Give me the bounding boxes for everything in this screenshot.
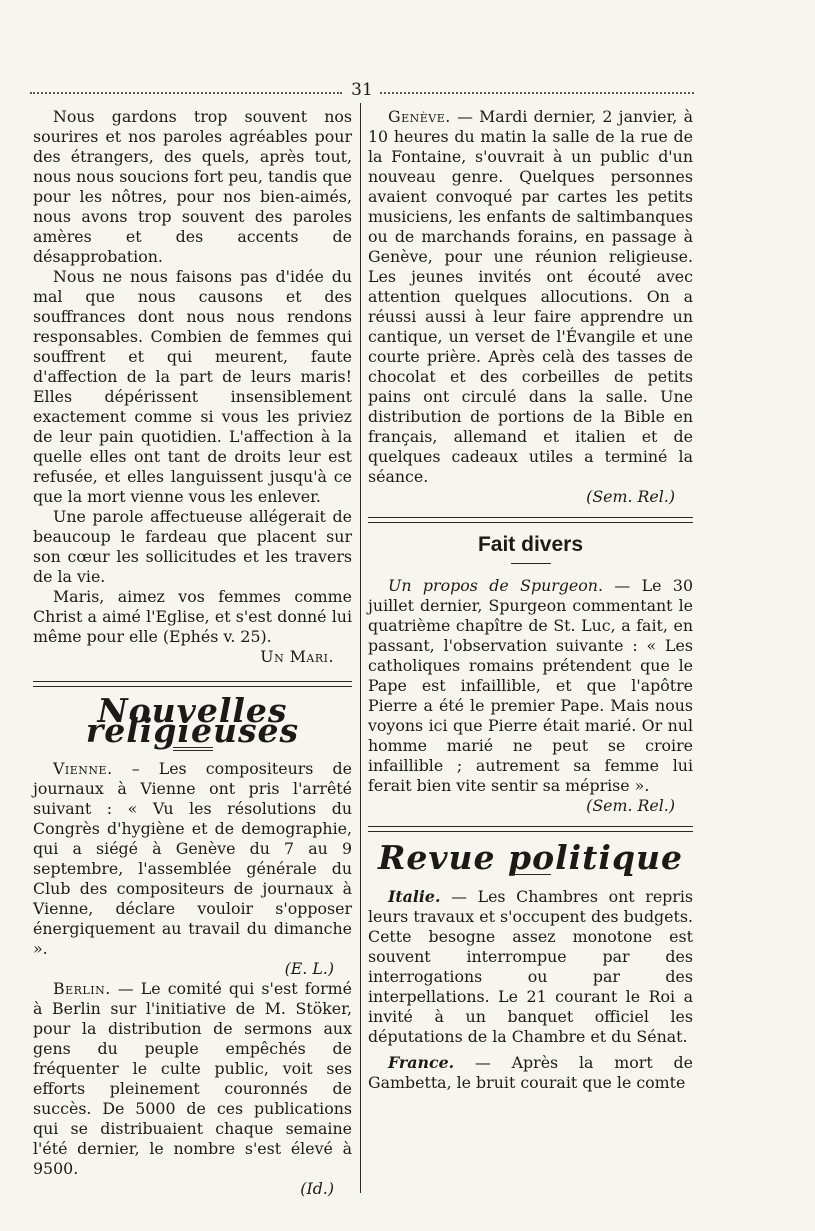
politics-france-text: — Après la mort de Gambetta, le bruit courait que le comte xyxy=(368,1053,693,1092)
paragraph-3: Une parole affectueuse allégerait de beaucoup le fardeau que placent sur son cœur les sollicitudes et les travers de la vie. xyxy=(33,507,352,586)
right-column xyxy=(368,107,693,1093)
section-title-fait-divers: Fait divers xyxy=(477,533,584,556)
politics-italie xyxy=(368,887,693,1047)
paragraph-2: Nous ne nous faisons pas d'idée du mal que nous causons et des souffrances dont nous nous rendons responsables. Combien de femmes qui souffrent et qui meurent, faute d'affection de la part de leurs maris! Elles dépérissent insensiblement exactement comme si vous les priviez de leur pain quotidien. L'affection à la quelle elles ont tant de droits leur est refusée, et elles languissent jusqu'à ce que la mort vienne vous les enlever. xyxy=(33,267,352,506)
news-geneve-text: — Mardi dernier, 2 janvier, à 10 heures du matin la salle de la rue de la Fontaine, s'ouvrait à un public d'un nouveau genre. Quelques personnes avaient convoqué par cartes les petits musiciens, les enfants de saltimbanques ou de marchands forains, en passage à Genève, pour une réunion religieuse. Les jeunes invités ont écouté avec attention quelques allocutions. On a réussi aussi à leur faire apprendre un cantique, un verset de l'Évangile et une courte prière. Après celà des tasses de chocolat et des corbeilles de petits pains ont circulé dans la salle. Une distribution de portions de la Bible en français, allemand et italien et de quelques cadeaux utiles a terminé la séance. xyxy=(368,107,693,486)
header-rule-left xyxy=(30,92,342,94)
fait-divers-text: — Le 30 juillet dernier, Spurgeon commentant le quatrième chapître de St. Luc, a fait, en passant, l'observation suivante : « Les catholiques romains prétendent que le Pape est infaillible, et que l'apôtre Pierre a été le premier Pape. Mais nous voyons ici que Pierre était marié. Or nul homme marié ne peut se croire infaillible ; autrement sa femme lui ferait bien vite sentir sa méprise ». xyxy=(368,576,693,795)
news-berlin-label: Berlin. xyxy=(53,979,111,998)
left-column xyxy=(33,107,352,1199)
signature: Un Mari. xyxy=(260,647,334,666)
news-geneve-source: (Sem. Rel.) xyxy=(586,487,675,506)
news-vienne-label: Vienne. xyxy=(53,759,113,778)
news-vienne-text: – Les compositeurs de journaux à Vienne ont pris l'arrêté suivant : « Vu les résolutions du Congrès d'hygiène et de demographie, qui a siégé à Genève du 7 au 9 septembre, l'assemblée générale du Club des compositeurs de journaux à Vienne, déclare vouloir s'opposer énergiquement au travail du dimanche ». xyxy=(33,759,352,958)
news-berlin-text: — Le comité qui s'est formé à Berlin sur l'initiative de M. Stöker, pour la distribution de sermons aux gens du peuple empêchés de fréquenter le culte public, voit ses efforts pleinement couronnés de succès. De 5000 de ces publications qui se distribuaient chaque semaine l'été dernier, le nombre s'est élevé à 9500. xyxy=(33,979,352,1178)
news-vienne-source: (E. L.) xyxy=(284,959,334,978)
fait-divers-lead: Un propos de Spurgeon. xyxy=(388,576,603,595)
paragraph-1: Nous gardons trop souvent nos sourires et nos paroles agréables pour des étrangers, des quels, après tout, nous nous soucions fort peu, tandis que pour les nôtres, pour nos bien-aimés, nous avons trop souvent des paroles amères et des accents de désapprobation. xyxy=(33,107,352,266)
paragraph-4: Maris, aimez vos femmes comme Christ a aimé l'Eglise, et s'est donné lui même pour elle (Ephés v. 25). xyxy=(33,587,352,646)
news-geneve-label: Genève. xyxy=(388,107,451,126)
section-title-nouvelles: Nouvelles religieuses xyxy=(85,691,300,750)
news-berlin xyxy=(33,979,352,1179)
news-vienne xyxy=(33,759,352,959)
politics-italie-label: Italie. xyxy=(388,887,441,906)
page-header xyxy=(30,80,694,102)
section-title-revue: Revue politique xyxy=(377,838,684,877)
page-number: 31 xyxy=(351,80,373,100)
politics-france-label: France. xyxy=(388,1053,455,1072)
news-geneve xyxy=(368,107,693,487)
header-rule-right xyxy=(380,92,694,94)
fait-divers-source: (Sem. Rel.) xyxy=(586,796,675,815)
column-divider xyxy=(360,103,361,1193)
news-berlin-source: (Id.) xyxy=(300,1179,334,1198)
politics-italie-text: — Les Chambres ont repris leurs travaux et s'occupent des budgets. Cette besogne assez monotone est souvent interrompue par des interrogations ou par des interpellations. Le 21 courant le Roi a invité à un banquet officiel les députations de la Chambre et du Sénat. xyxy=(368,887,693,1046)
politics-france xyxy=(368,1053,693,1093)
fait-divers-item xyxy=(368,576,693,796)
